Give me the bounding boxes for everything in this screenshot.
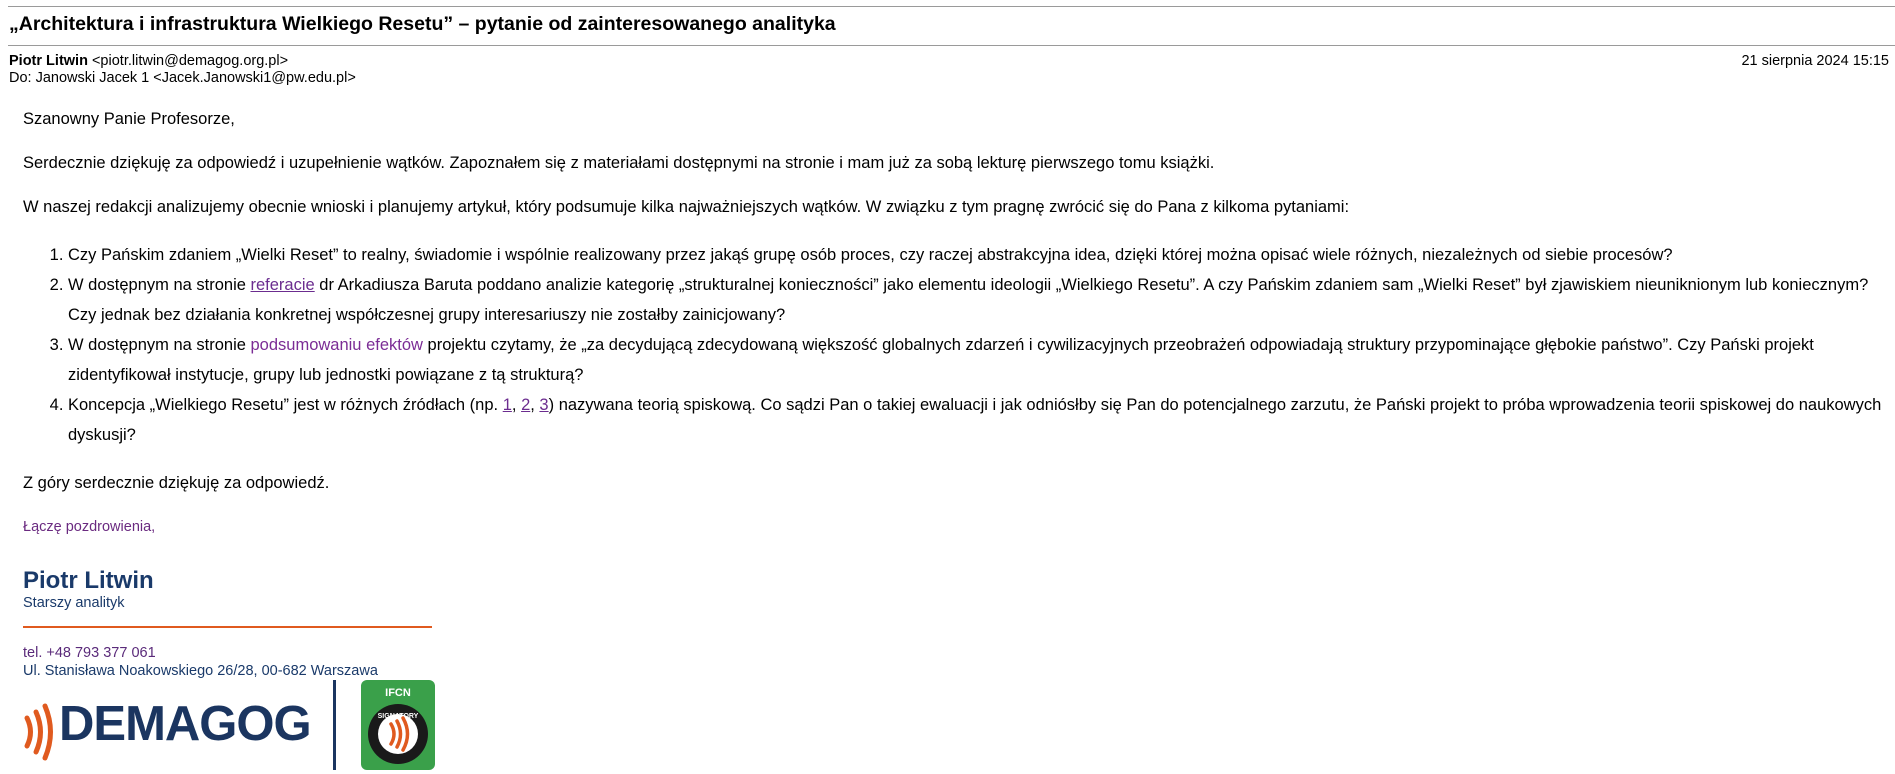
question-3-text-a: W dostępnym na stronie — [68, 336, 251, 354]
question-2-text-a: W dostępnym na stronie — [68, 276, 251, 294]
header-divider — [8, 45, 1895, 46]
question-3-text-b: projektu czytamy, że „za decydującą zdecydowaną większość globalnych zdarzeń i cywilizacyjnych przeobrażeń odpowiadają struktury przypominające głębokie państwo”. Czy Pański projekt zidentyfikował instytucje, grupy lub jednostki powiązane z tą strukturą? — [68, 336, 1814, 384]
regards: Łączę pozdrowienia, — [23, 519, 156, 535]
closing-line: Z góry serdecznie dziękuję za odpowiedź. — [23, 474, 330, 492]
paragraph-intro: W naszej redakcji analizujemy obecnie wnioski i planujemy artykuł, który podsumuje kilka najważniejszych wątków. W związku z tym pragnę zwrócić się do Pana z kilkoma pytaniami: — [23, 198, 1350, 216]
badge-ring-label: SIGNATORY — [377, 713, 419, 720]
recipient-line: Do: Janowski Jacek 1 <Jacek.Janowski1@pw.edu.pl> — [9, 70, 356, 86]
paragraph-thanks: Serdecznie dziękuję za odpowiedź i uzupełnienie wątków. Zapoznałem się z materiałami dostępnymi na stronie i mam już za sobą lekturę pierwszego tomu książki. — [23, 154, 1215, 172]
referat-link[interactable]: referacie — [250, 276, 315, 294]
signature-divider — [23, 626, 432, 628]
signature-contact — [23, 644, 1883, 680]
questions-list — [23, 240, 1883, 450]
question-4 — [68, 390, 1883, 450]
question-2 — [68, 270, 1883, 330]
sender-line — [9, 53, 356, 70]
demagog-logo: DEMAGOG — [59, 697, 311, 751]
sender-name: Piotr Litwin — [9, 53, 88, 69]
question-4-text-b: ) nazywana teorią spiskową. Co sądzi Pan o takiej ewaluacji i jak odniósłby się Pan do potencjalnego zarzutu, że Pański projekt to próba wprowadzenia teorii spiskowej do naukowych dyskusji? — [68, 396, 1882, 444]
question-3 — [68, 330, 1883, 390]
email-body — [23, 108, 1883, 680]
broadcast-waves-icon — [23, 702, 57, 762]
separator: , — [530, 396, 540, 414]
question-1-text: Czy Pańskim zdaniem „Wielki Reset” to realny, świadomie i wspólnie realizowany przez jakąś grupę osób proces, czy raczej abstrakcyjna idea, dzięki której można opisać wiele różnych, niezależnych od siebie procesów? — [68, 246, 1673, 264]
email-meta — [9, 53, 356, 87]
source-link-1[interactable]: 1 — [502, 396, 512, 414]
greeting: Szanowny Panie Profesorze, — [23, 110, 235, 128]
signature-address: Ul. Stanisława Noakowskiego 26/28, 00-682 Warszawa — [23, 663, 378, 679]
signature-phone[interactable]: tel. +48 793 377 061 — [23, 645, 156, 661]
source-link-3[interactable]: 3 — [539, 396, 549, 414]
question-1 — [68, 240, 1883, 270]
badge-label: IFCN — [385, 687, 411, 699]
logo-divider — [333, 680, 336, 770]
separator: , — [511, 396, 522, 414]
header-top-divider — [8, 6, 1895, 7]
signature-role: Starszy analityk — [23, 595, 125, 611]
ifcn-signatory-badge-icon — [361, 680, 435, 770]
summary-link[interactable]: podsumowaniu efektów — [250, 336, 423, 354]
sender-email[interactable]: <piotr.litwin@demagog.org.pl> — [91, 53, 289, 69]
email-subject: „Architektura i infrastruktura Wielkiego Resetu” – pytanie od zainteresowanego analityka — [9, 13, 836, 35]
signature-name: Piotr Litwin — [23, 567, 154, 594]
source-link-2[interactable]: 2 — [521, 396, 531, 414]
question-4-text-a: Koncepcja „Wielkiego Resetu” jest w różnych źródłach (np. — [68, 396, 503, 414]
email-date: 21 sierpnia 2024 15:15 — [1741, 53, 1889, 69]
question-2-text-b: dr Arkadiusza Baruta poddano analizie kategorię „strukturalnej konieczności” jako elementu ideologii „Wielkiego Resetu”. A czy Pańskim zdaniem sam „Wielki Reset” był zjawiskiem nieuniknionym lub koniecznym? Czy jednak bez działania konkretnej współczesnej grupy interesariuszy nie zostałby zainicjowany? — [68, 276, 1869, 324]
signature-logos — [23, 680, 443, 770]
